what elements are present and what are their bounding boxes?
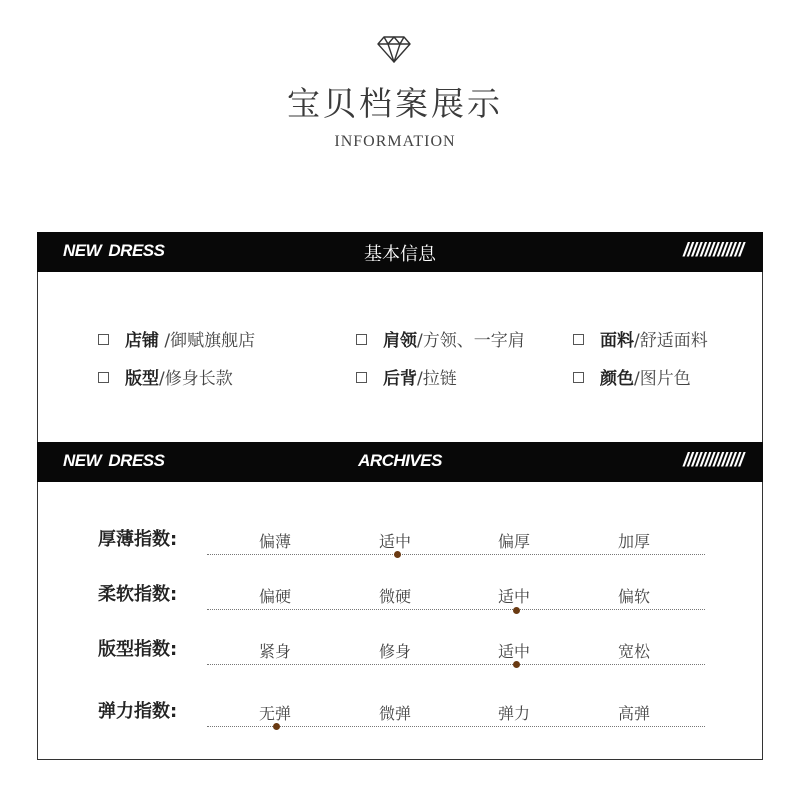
- checkbox-icon: [98, 372, 109, 383]
- archive-option: 微弹: [379, 704, 412, 723]
- band-brand-text: NEW DRESS: [63, 241, 165, 260]
- checkbox-icon: [573, 372, 584, 383]
- archive-label-thickness: 厚薄指数:: [98, 529, 178, 550]
- archive-option: 高弹: [618, 704, 651, 723]
- archive-scale-line: [207, 554, 705, 555]
- info-item-color: 颜色/图片色: [573, 364, 691, 389]
- archive-option: 紧身: [259, 642, 292, 661]
- archive-option: 微硬: [379, 587, 412, 606]
- archives-band: [37, 442, 763, 482]
- archive-label-elasticity: 弹力指数:: [98, 701, 178, 722]
- archive-label-softness: 柔软指数:: [98, 584, 178, 605]
- basic-info-band: [37, 232, 763, 272]
- archive-scale-line: [207, 609, 705, 610]
- archive-option: 弹力: [498, 704, 531, 723]
- checkbox-icon: [573, 334, 584, 345]
- page-title: 宝贝档案展示: [287, 84, 503, 123]
- archive-option: 加厚: [618, 532, 651, 551]
- band-title: ARCHIVES: [358, 451, 442, 470]
- archive-option: 偏薄: [259, 532, 292, 551]
- archive-scale-line: [207, 726, 705, 727]
- checkbox-icon: [356, 372, 367, 383]
- archive-option: 修身: [379, 642, 412, 661]
- archive-option: 无弹: [259, 704, 292, 723]
- archive-selected-dot: [513, 607, 520, 614]
- archive-option: 偏厚: [498, 532, 531, 551]
- band-brand-text: NEW DRESS: [63, 451, 165, 470]
- archive-selected-dot: [273, 723, 280, 730]
- info-item-collar: 肩领/方领、一字肩: [356, 326, 525, 351]
- band-title: 基本信息: [364, 244, 436, 265]
- archive-option: 适中: [498, 587, 531, 606]
- band-slashes: //////////////: [683, 240, 743, 261]
- diamond-icon: [377, 34, 411, 64]
- band-slashes: //////////////: [683, 450, 743, 471]
- info-item-back: 后背/拉链: [356, 364, 457, 389]
- info-item-fabric: 面料/舒适面料: [573, 326, 708, 351]
- archive-option: 适中: [379, 532, 412, 551]
- checkbox-icon: [98, 334, 109, 345]
- archive-selected-dot: [394, 551, 401, 558]
- info-frame: [37, 232, 763, 760]
- archive-label-fit: 版型指数:: [98, 639, 178, 660]
- archive-option: 偏硬: [259, 587, 292, 606]
- archive-option: 适中: [498, 642, 531, 661]
- page-subtitle: INFORMATION: [334, 133, 456, 150]
- checkbox-icon: [356, 334, 367, 345]
- info-item-shop: 店铺 /御赋旗舰店: [98, 326, 255, 351]
- archive-selected-dot: [513, 661, 520, 668]
- archive-option: 宽松: [618, 642, 651, 661]
- archive-option: 偏软: [618, 587, 651, 606]
- info-item-fit: 版型/修身长款: [98, 364, 233, 389]
- archive-scale-line: [207, 664, 705, 665]
